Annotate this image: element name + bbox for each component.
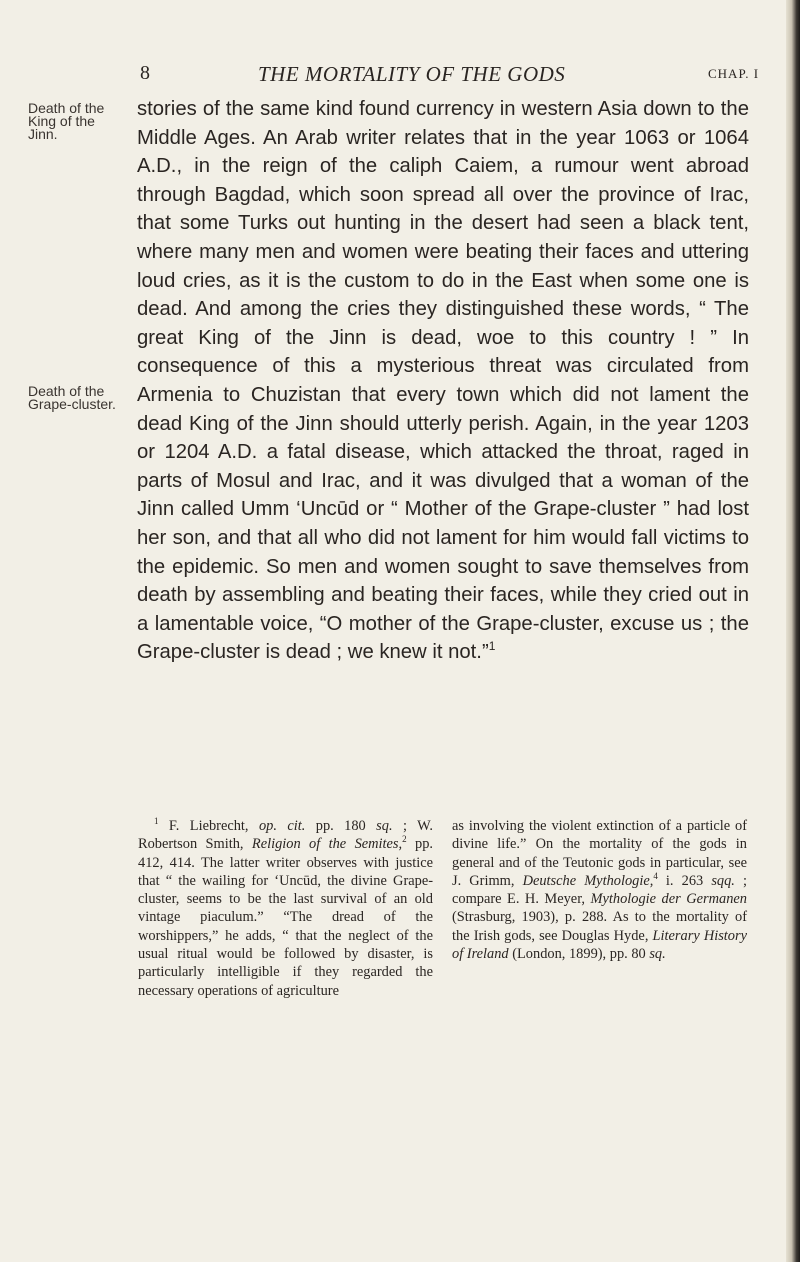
chapter-label: CHAP. I [708,66,760,81]
footnote-italic: sq. [649,946,666,963]
footnote-text: (London, 1899), pp. 80 [508,946,650,963]
footnote-italic: Religion of the Semites, [251,836,403,853]
page-number: 8 [140,62,150,84]
footnote-italic: Mythologie der Germanen [590,891,747,908]
footnote-edition-marker: 4 [653,871,658,882]
page-edge-shadow [786,0,800,1262]
footnote-italic: op. cit. [258,818,306,834]
footnote-text: i. 263 [657,872,712,889]
body-text: stories of the same kind found currency in western Asia down to the Middle Ages. An Arab writer relates that in the year 1063 or 1064 A.D., in the reign of the caliph Caiem, a rumour went abroad through Bagdad, which soon spread all over the province of Irac, that some Turks out hunting in the desert had seen a black tent, where many men and women were beating their faces and uttering loud cries, as it is the custom to do in the East when some one is dead. And among the cries they distinguished these words, “ The great King of the Jinn is dead, woe to this country ! ” In consequence of this a mysterious threat was circulated from Armenia to Chuzistan that every town which did not lament the dead King of the Jinn should utterly perish. Again, in the year 1203 or 1204 A.D. a fatal disease, which attacked the throat, raged in parts of Mosul and Irac, and it was divulged that a woman of the Jinn called Umm ‘Uncūd or “ Mother of the Grape-cluster ” had lost her son, and that all who did not lament for him would fall victims to the epidemic. So men and women sought to save themselves from death by assembling and beating their faces, while they cried out in a lamentable voice, “O mother of the Grape-cluster, excuse us ; the Grape-cluster is dead ; we knew it not.” [137,98,749,664]
footnote-italic: sq. [376,818,393,834]
footnote-column-right [452,817,747,963]
footnote-text: pp. 180 [305,818,377,834]
footnote-text: as involving the violent extinction of a particle of divine life.” On the mortality of the gods in general and of the Teutonic gods in particular, see J. Grimm, [452,818,747,889]
footnote-marker: 1 [154,816,159,827]
footnote-text: ; W. Robertson Smith, [138,818,433,853]
footnote-italic: Deutsche Mythologie, [522,872,654,889]
footnote-column-left [138,817,433,1000]
footnote-text: pp. 412, 414. The latter writer observes with justice that “ the wailing for ‘Uncūd, the divine Grape-cluster, seems to be the last survival of an old vintage piaculum.” “The dread of the worshippers,” he adds, “ that the neglect of the usual ritual would be followed by disaster, is particularly intelligible if they regarded the necessary operations of agriculture [138,836,433,999]
footnote-text: F. Liebrecht, [158,818,259,834]
footnote-edition-marker: 2 [402,834,407,845]
footnote-italic: Literary History of Ireland [452,927,747,963]
margin-note-grape-cluster: Death of the Grape-cluster. [28,383,116,412]
footnote-italic: sqq. [711,872,735,889]
running-title: THE MORTALITY OF THE GODS [258,62,566,86]
margin-note-king-of-jinn: Death of the King of the Jinn. [28,100,105,142]
footnote-reference: 1 [488,639,496,654]
page-header [0,62,800,88]
body-paragraph [137,95,749,667]
footnote-text: (Strasburg, 1903), p. 288. As to the mortality of the Irish gods, see Douglas Hyde, [452,909,747,944]
footnote-text: ; compare E. H. Meyer, [452,872,747,908]
